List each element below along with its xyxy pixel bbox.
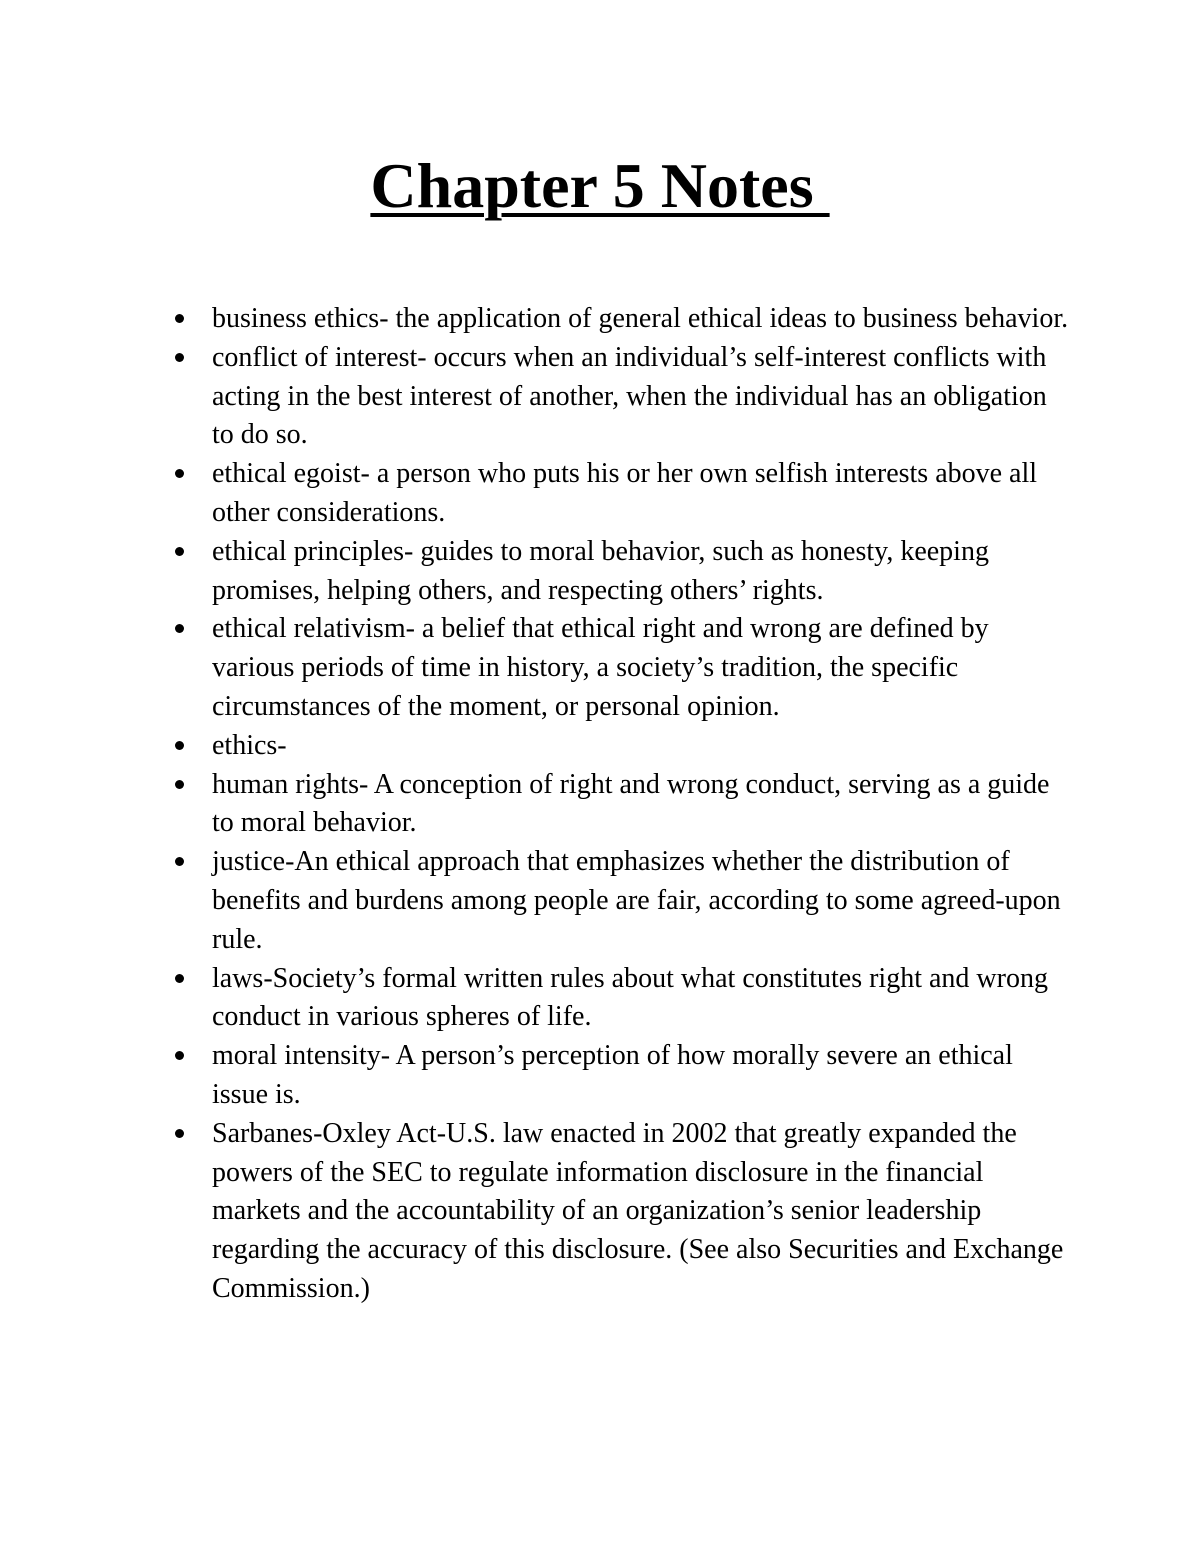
note-text: ethical principles- guides to moral behavior, such as honesty, keeping promises, helping others, and respecting others’ rights. [212, 535, 989, 606]
bullet-icon [175, 780, 184, 789]
bullet-icon [175, 314, 184, 323]
note-item-ethics [212, 727, 1072, 766]
note-item-justice [212, 843, 1072, 959]
note-item-business-ethics [212, 300, 1072, 339]
note-text: justice-An ethical approach that emphasizes whether the distribution of benefits and burdens among people are fair, according to some agreed-upon rule. [212, 846, 1061, 955]
bullet-icon [175, 624, 184, 633]
bullet-icon [175, 974, 184, 983]
bullet-icon [175, 1051, 184, 1060]
note-text: conflict of interest- occurs when an individual’s self-interest conflicts with acting in the best interest of another, when the individual has an obligation to do so. [212, 341, 1047, 451]
note-item-human-rights [212, 766, 1072, 844]
bullet-icon [175, 1129, 184, 1138]
note-item-laws [212, 960, 1072, 1038]
bullet-icon [175, 353, 184, 362]
note-item-moral-intensity [212, 1037, 1072, 1115]
bullet-icon [175, 857, 184, 866]
note-text: ethical egoist- a person who puts his or her own selfish interests above all other considerations. [212, 458, 1038, 528]
note-text: human rights- A conception of right and wrong conduct, serving as a guide to moral behavior. [212, 768, 1050, 839]
note-item-sarbanes-oxley-act [212, 1115, 1072, 1309]
notes-list [212, 300, 1072, 1309]
note-text: laws-Society’s formal written rules about what constitutes right and wrong conduct in various spheres of life. [212, 962, 1048, 1033]
note-text: ethics- [212, 729, 287, 761]
bullet-icon [175, 741, 184, 750]
document-title-text: Chapter 5 Notes [370, 150, 830, 221]
note-item-conflict-of-interest [212, 339, 1072, 455]
note-item-ethical-egoist [212, 455, 1072, 533]
note-text: moral intensity- A person’s perception of how morally severe an ethical issue is. [212, 1040, 1013, 1110]
note-text: ethical relativism- a belief that ethical right and wrong are defined by various periods of time in history, a society’s tradition, the specific circumstances of the moment, or personal opinion. [212, 613, 989, 722]
note-text: Sarbanes-Oxley Act-U.S. law enacted in 2002 that greatly expanded the powers of the SEC to regulate information disclosure in the financial markets and the accountability of an organization’s senior leadership regarding the accuracy of this disclosure. (See also Securities and Exchange Commission.) [212, 1117, 1064, 1304]
bullet-icon [175, 547, 184, 556]
note-item-ethical-relativism [212, 610, 1072, 726]
document-title [0, 148, 1200, 224]
bullet-icon [175, 469, 184, 478]
note-item-ethical-principles [212, 533, 1072, 611]
note-text: business ethics- the application of general ethical ideas to business behavior. [212, 303, 1069, 334]
